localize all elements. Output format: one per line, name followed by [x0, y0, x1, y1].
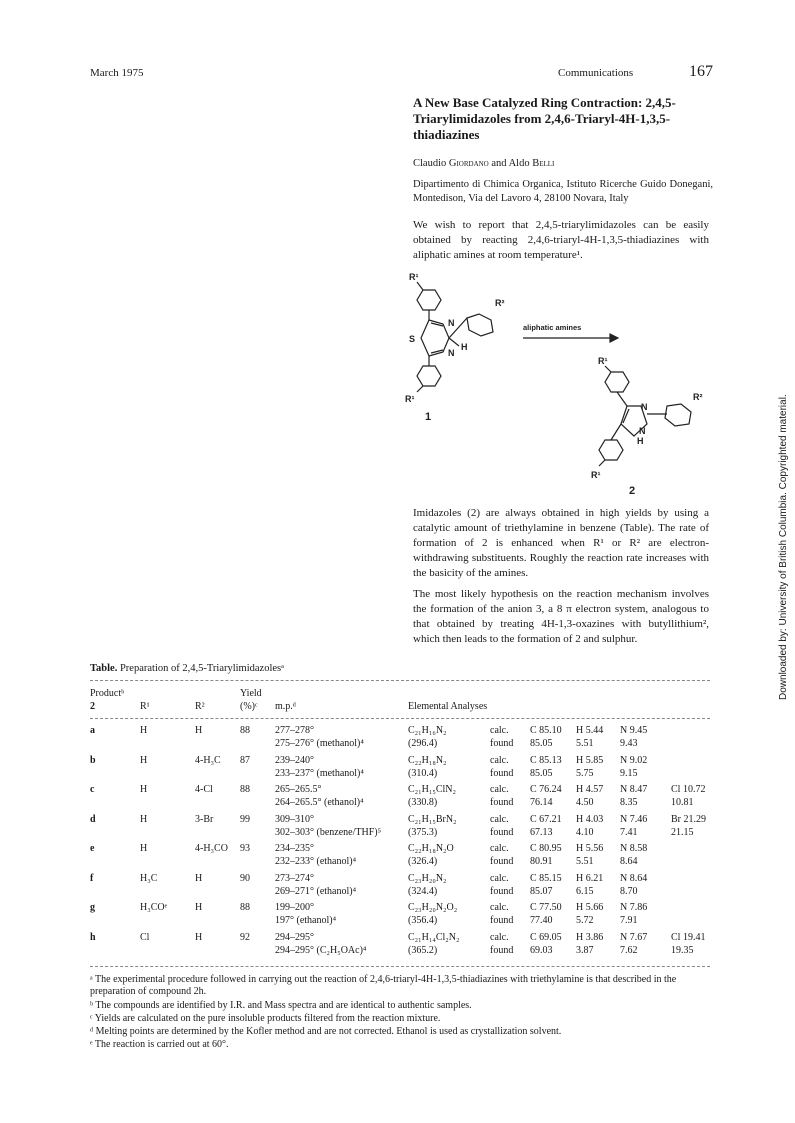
cell-formula: C₂₁H₁₄Cl₂N₂: [408, 931, 460, 943]
cell-found: found: [490, 826, 514, 838]
cell-c-calc: C 67.21: [530, 813, 562, 825]
affiliation: Dipartimento di Chimica Organica, Istituto Ricerche Guido Donegani, Montedison, Via del Lavoro 4, 28100 Novara, Italy: [413, 179, 713, 204]
cell-found: found: [490, 767, 514, 779]
cell-yield: 90: [240, 872, 250, 884]
table-row: [90, 843, 710, 871]
cell-mp-lit: 232–233° (ethanol)⁴: [275, 856, 357, 867]
cell-r2: H: [195, 902, 203, 913]
cell-formula: C₂₂H₁₈N₂O: [408, 843, 454, 854]
cell-mw: (326.4): [408, 856, 438, 867]
header-mp: m.p.ᵈ: [275, 701, 296, 712]
cell-r1: H: [140, 725, 148, 736]
n-label-4: N: [639, 426, 646, 436]
cell-h-calc: H 4.57: [576, 784, 604, 795]
cell-mw: (356.4): [408, 915, 438, 926]
cell-calc: calc.: [490, 725, 509, 736]
cell-n-calc: N 7.86: [620, 902, 648, 913]
cell-r2: 4-H₃CO: [195, 843, 228, 854]
cell-yield: 87: [240, 754, 250, 766]
cell-formula: C₂₂H₁₈N₂: [408, 754, 447, 766]
header-elemental: Elemental Analyses: [408, 701, 488, 712]
cell-r1: H: [140, 754, 148, 766]
cell-c-found: 69.03: [530, 944, 553, 956]
cell-r2: 4-Cl: [195, 784, 213, 795]
cell-r2: H: [195, 725, 203, 736]
cell-c-calc: C 85.15: [530, 872, 562, 884]
cell-mp: 199–200°: [275, 902, 314, 913]
r1-label-top: R¹: [409, 272, 419, 282]
cell-r1: H: [140, 813, 148, 825]
cell-n-calc: N 9.02: [620, 754, 648, 766]
h-label-1: H: [461, 342, 468, 352]
header-product-num: 2: [90, 701, 95, 712]
n-label-1: N: [448, 318, 455, 328]
cell-mw: (324.4): [408, 885, 438, 897]
cell-mp: 265–265.5°: [275, 784, 322, 795]
cell-mp: 239–240°: [275, 754, 314, 766]
cell-x-found: 10.81: [671, 797, 694, 808]
cell-mp-lit: 264–265.5° (ethanol)⁴: [275, 797, 364, 808]
cell-x-found: 21.15: [671, 826, 694, 838]
cell-h-found: 5.75: [576, 767, 594, 779]
arrow-label: aliphatic amines: [523, 323, 582, 332]
cell-n-calc: N 7.67: [620, 931, 648, 943]
cell-h-calc: H 5.44: [576, 725, 604, 736]
cell-mp: 277–278°: [275, 725, 314, 736]
cell-formula: C₂₃H₂₀N₂O₂: [408, 902, 458, 913]
cell-c-calc: C 77.50: [530, 902, 562, 913]
cell-x-calc: Cl 19.41: [671, 931, 706, 943]
cell-formula: C₂₁H₁₅BrN₂: [408, 813, 457, 825]
cell-c-calc: C 69.05: [530, 931, 562, 943]
cell-yield: 93: [240, 843, 250, 854]
s-label: S: [409, 334, 416, 344]
cell-h-found: 5.72: [576, 915, 594, 926]
footnote-b: ᵇ The compounds are identified by I.R. and Mass spectra and are identical to authentic samples.: [90, 1000, 472, 1011]
footnote-a: ᵃ The experimental procedure followed in carrying out the reaction of 2,4,6-triaryl-4H-1,3,5-thiadiazines with triethylamine is that described in the preparation of compound 2h.: [90, 974, 677, 997]
cell-mw: (330.8): [408, 797, 438, 808]
cell-formula: C₂₁H₁₅ClN₂: [408, 784, 456, 795]
table-bottom-rule: [90, 966, 710, 967]
intro-paragraph: We wish to report that 2,4,5-triarylimidazoles can be easily obtained by reacting 2,4,6-triaryl-4H-1,3,5-thiadiazines with aliphatic amines at room temperature¹.: [413, 219, 709, 261]
cell-n-found: 9.15: [620, 767, 638, 779]
cell-mp-lit: 269–271° (ethanol)⁴: [275, 885, 357, 897]
cell-calc: calc.: [490, 902, 509, 913]
cell-h-calc: H 5.85: [576, 754, 604, 766]
running-section: Communications: [558, 67, 634, 79]
cell-h-calc: H 6.21: [576, 872, 604, 884]
cell-found: found: [490, 797, 514, 808]
table-row: [90, 755, 710, 783]
n-label-3: N: [641, 402, 648, 412]
r2-label-2: R²: [693, 392, 703, 402]
author-first-name-1: Claudio: [413, 158, 449, 169]
cell-h-calc: H 5.56: [576, 843, 604, 854]
cell-h-found: 5.51: [576, 856, 594, 867]
cell-c-found: 85.05: [530, 767, 553, 779]
cell-n-found: 8.70: [620, 885, 638, 897]
cell-calc: calc.: [490, 784, 509, 795]
author-surname-1: Giordano: [448, 158, 489, 169]
mechanism-paragraph: The most likely hypothesis on the reaction mechanism involves the formation of the anion 3, a 8 π electron system, analogous to that obtained by treating 4H-1,3-oxazines with butyllithium², which then leads to the formation of 2 and sulphur.: [413, 588, 709, 645]
n-label-2: N: [448, 348, 455, 358]
row-label: g: [90, 902, 95, 913]
compound-1-label: 1: [425, 411, 432, 423]
table-caption: [90, 663, 284, 674]
row-label: f: [90, 872, 94, 884]
table-caption-text: Preparation of 2,4,5-Triarylimidazolesᵃ: [117, 663, 285, 674]
table-row: [90, 873, 710, 901]
cell-found: found: [490, 944, 514, 956]
cell-n-calc: N 8.64: [620, 872, 648, 884]
cell-n-found: 7.91: [620, 915, 638, 926]
row-label: e: [90, 843, 95, 854]
cell-x-calc: Cl 10.72: [671, 784, 706, 795]
author-first-name-2: and Aldo: [488, 158, 533, 169]
table-row: [90, 784, 710, 812]
cell-yield: 88: [240, 902, 250, 913]
cell-found: found: [490, 885, 514, 897]
row-label: a: [90, 725, 95, 736]
cell-c-calc: C 85.13: [530, 754, 562, 766]
table-caption-label: Table.: [90, 663, 118, 674]
table-header-rule: [90, 718, 710, 719]
cell-r2: H: [195, 931, 203, 943]
cell-r1: Cl: [140, 931, 150, 943]
table-row: [90, 902, 710, 930]
cell-mw: (310.4): [408, 767, 438, 779]
download-watermark: Downloaded by: University of British Columbia. Copyrighted material.: [778, 394, 789, 700]
author-surname-2: Belli: [532, 158, 555, 169]
cell-mp: 234–235°: [275, 843, 314, 854]
cell-r2: H: [195, 872, 203, 884]
row-label: h: [90, 931, 96, 943]
row-label: d: [90, 813, 96, 825]
cell-yield: 99: [240, 813, 250, 825]
table-row: [90, 725, 710, 753]
cell-c-calc: C 85.10: [530, 725, 562, 736]
cell-found: found: [490, 856, 514, 867]
cell-h-calc: H 3.86: [576, 931, 604, 943]
cell-n-found: 9.43: [620, 738, 638, 749]
cell-r1: H₃COᵉ: [140, 902, 168, 913]
cell-n-calc: N 8.47: [620, 784, 648, 795]
cell-c-found: 77.40: [530, 915, 553, 926]
r1-label-bottom: R¹: [405, 394, 415, 404]
cell-n-found: 7.62: [620, 944, 638, 956]
cell-x-calc: Br 21.29: [671, 813, 706, 825]
cell-h-found: 4.10: [576, 826, 594, 838]
cell-n-found: 8.35: [620, 797, 638, 808]
cell-mp: 294–295°: [275, 931, 314, 943]
cell-c-found: 85.07: [530, 885, 553, 897]
cell-r1: H: [140, 784, 148, 795]
cell-n-found: 8.64: [620, 856, 638, 867]
footnote-e: ᵉ The reaction is carried out at 60°.: [90, 1039, 229, 1050]
footnote-d: ᵈ Melting points are determined by the Kofler method and are not corrected. Ethanol is used as crystallization solvent.: [90, 1026, 562, 1037]
reaction-scheme: [405, 268, 715, 503]
cell-mp-lit: 302–303° (benzene/THF)⁵: [275, 826, 382, 838]
cell-x-found: 19.35: [671, 944, 694, 956]
table-row: [90, 932, 710, 960]
header-r2: R²: [195, 701, 205, 712]
cell-n-calc: N 7.46: [620, 813, 648, 825]
cell-h-found: 4.50: [576, 797, 594, 808]
cell-c-found: 67.13: [530, 826, 553, 838]
cell-r2: 4-H₃C: [195, 754, 221, 766]
row-label: b: [90, 754, 96, 766]
cell-formula: C₂₃H₂₀N₂: [408, 872, 447, 884]
cell-calc: calc.: [490, 754, 509, 766]
cell-r1: H₃C: [140, 872, 158, 884]
cell-mp: 273–274°: [275, 872, 314, 884]
header-r1: R¹: [140, 701, 150, 712]
cell-c-found: 85.05: [530, 738, 553, 749]
table-row: [90, 814, 710, 842]
cell-calc: calc.: [490, 872, 509, 884]
cell-c-found: 76.14: [530, 797, 553, 808]
cell-c-calc: C 76.24: [530, 784, 562, 795]
table-top-rule: [90, 680, 710, 681]
cell-n-found: 7.41: [620, 826, 638, 838]
cell-mp-lit: 294–295° (C₂H₅OAc)⁴: [275, 944, 367, 956]
page-number: 167: [689, 63, 713, 80]
cell-n-calc: N 8.58: [620, 843, 648, 854]
r1-label-top-2: R¹: [598, 356, 608, 366]
cell-mp-lit: 275–276° (methanol)⁴: [275, 738, 364, 749]
cell-c-calc: C 80.95: [530, 843, 562, 854]
header-yield-unit: (%)ᶜ: [240, 701, 258, 712]
table-body: [90, 725, 710, 965]
cell-calc: calc.: [490, 813, 509, 825]
r1-label-bottom-2: R¹: [591, 470, 601, 480]
cell-calc: calc.: [490, 843, 509, 854]
cell-c-found: 80.91: [530, 856, 553, 867]
cell-mp-lit: 233–237° (methanol)⁴: [275, 767, 364, 779]
cell-h-calc: H 5.66: [576, 902, 604, 913]
reaction-scheme-svg: [405, 268, 715, 498]
cell-h-found: 5.51: [576, 738, 594, 749]
cell-mw: (296.4): [408, 738, 438, 749]
cell-mw: (375.3): [408, 826, 438, 838]
r2-label-1: R²: [495, 298, 505, 308]
author-line: [413, 158, 554, 169]
article-title: A New Base Catalyzed Ring Contraction: 2,4,5-Triarylimidazoles from 2,4,6-Triaryl-4H-1,3,5-thiadiazines: [413, 95, 676, 142]
cell-found: found: [490, 915, 514, 926]
cell-yield: 92: [240, 931, 250, 943]
footnote-c: ᶜ Yields are calculated on the pure insoluble products filtered from the reaction mixture.: [90, 1013, 441, 1024]
cell-r1: H: [140, 843, 148, 854]
h-label-2: H: [637, 436, 644, 446]
cell-r2: 3-Br: [195, 813, 214, 825]
compound-2-label: 2: [629, 485, 636, 497]
running-date: March 1975: [90, 67, 144, 79]
cell-formula: C₂₁H₁₆N₂: [408, 725, 447, 736]
cell-mw: (365.2): [408, 944, 438, 956]
header-yield: Yield: [240, 688, 262, 699]
cell-n-calc: N 9.45: [620, 725, 648, 736]
header-product: Productᵇ: [90, 688, 125, 699]
cell-mp: 309–310°: [275, 813, 314, 825]
results-paragraph: Imidazoles (2) are always obtained in high yields by using a catalytic amount of triethylamine in benzene (Table). The rate of formation of 2 is enhanced when R¹ or R² are electron-withdrawing substituents. Roughly the reaction rate increases with the basicity of the amines.: [413, 507, 709, 579]
row-label: c: [90, 784, 95, 795]
cell-h-found: 6.15: [576, 885, 594, 897]
cell-mp-lit: 197° (ethanol)⁴: [275, 915, 337, 926]
cell-h-found: 3.87: [576, 944, 594, 956]
cell-h-calc: H 4.03: [576, 813, 604, 825]
cell-found: found: [490, 738, 514, 749]
cell-calc: calc.: [490, 931, 509, 943]
cell-yield: 88: [240, 784, 250, 795]
cell-yield: 88: [240, 725, 250, 736]
